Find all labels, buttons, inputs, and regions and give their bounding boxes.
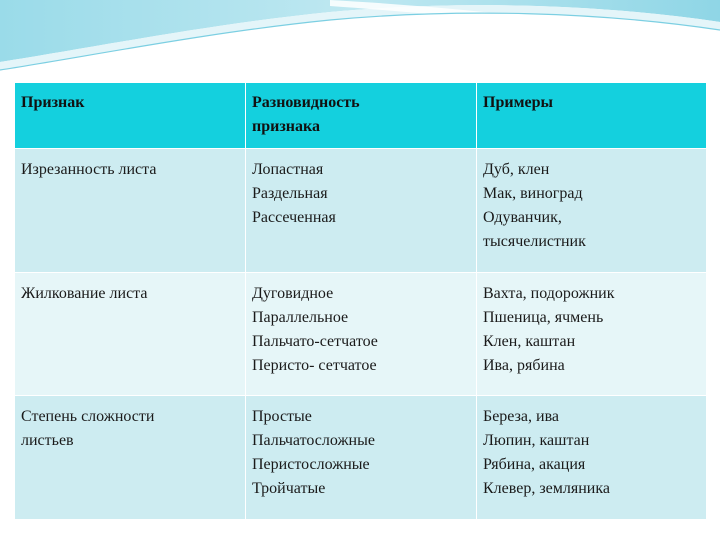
table-cell: Дуб, клен Мак, виноград Одуванчик, тысячелистник xyxy=(477,149,707,273)
table-cell: Простые Пальчатосложные Перистосложные Тройчатые xyxy=(246,396,477,520)
table-cell: Степень сложности листьев xyxy=(15,396,246,520)
table-cell: Дуговидное Параллельное Пальчато-сетчатое Перисто- сетчатое xyxy=(246,273,477,396)
header-cell: Разновидность признака xyxy=(246,83,477,149)
table-cell: Жилкование листа xyxy=(15,273,246,396)
table-row xyxy=(15,149,707,273)
table-cell: Береза, ива Люпин, каштан Рябина, акация Клевер, земляника xyxy=(477,396,707,520)
table-cell: Лопастная Раздельная Рассеченная xyxy=(246,149,477,273)
header-cell: Признак xyxy=(15,83,246,149)
table-header-row xyxy=(15,83,707,149)
leaf-traits-table xyxy=(14,82,707,520)
table-cell: Изрезанность листа xyxy=(15,149,246,273)
table-row xyxy=(15,273,707,396)
decorative-wave-banner xyxy=(0,0,720,80)
header-cell: Примеры xyxy=(477,83,707,149)
table-row xyxy=(15,396,707,520)
table-cell: Вахта, подорожник Пшеница, ячмень Клен, каштан Ива, рябина xyxy=(477,273,707,396)
